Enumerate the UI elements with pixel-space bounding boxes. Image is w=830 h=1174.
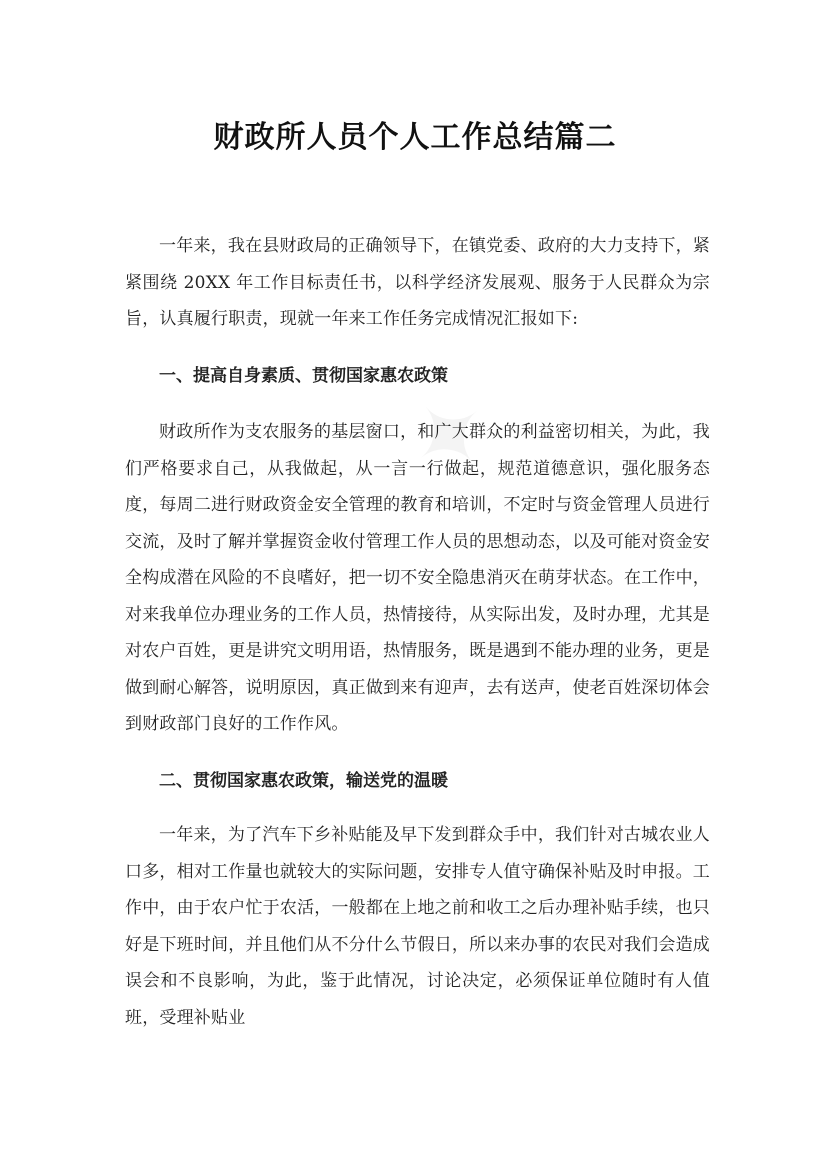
section-heading-2: 二、贯彻国家惠农政策，输送党的温暖 (159, 770, 448, 791)
paragraph-section-2: 一年来，为了汽车下乡补贴能及早下发到群众手中，我们针对古城农业人口多，相对工作量也就较大的实际问题，安排专人值守确保补贴及时申报。工作中，由于农户忙于农活，一般都在上地之前和收工之后办理补贴手续，也只好是下班时间，并且他们从不分什么节假日，所以来办事的农民对我们会造成误会和不良影响，为此，鉴于此情况，讨论决定，必须保证单位随时有人值班，受理补贴业 (125, 825, 710, 1028)
section-heading-1: 一、提高自身素质、贯彻国家惠农政策 (159, 365, 448, 386)
paragraph-section-1: 财政所作为支农服务的基层窗口，和广大群众的利益密切相关，为此，我们严格要求自己，从我做起，从一言一行做起，规范道德意识，强化服务态度，每周二进行财政资金安全管理的教育和培训，不定时与资金管理人员进行交流，及时了解并掌握资金收付管理工作人员的思想动态，以及可能对资金安全构成潜在风险的不良嗜好，把一切不安全隐患消灭在萌芽状态。在工作中，对来我单位办理业务的工作人员，热情接待，从实际出发，及时办理，尤其是对农户百姓，更是讲究文明用语，热情服务，既是遇到不能办理的业务，更是做到耐心解答，说明原因，真正做到来有迎声，去有送声，使老百姓深切体会到财政部门良好的工作作风。 (125, 422, 710, 734)
watermark: ✦ (383, 367, 518, 505)
paragraph-intro: 一年来，我在县财政局的正确领导下，在镇党委、政府的大力支持下，紧紧围绕 20XX 年工作目标责任书，以科学经济发展观、服务于人民群众为宗旨，认真履行职责，现就一年来工作任务完成情况汇报如下: (125, 236, 710, 329)
document-title: 财政所人员个人工作总结篇二 (213, 120, 617, 155)
document-body (125, 228, 710, 1036)
